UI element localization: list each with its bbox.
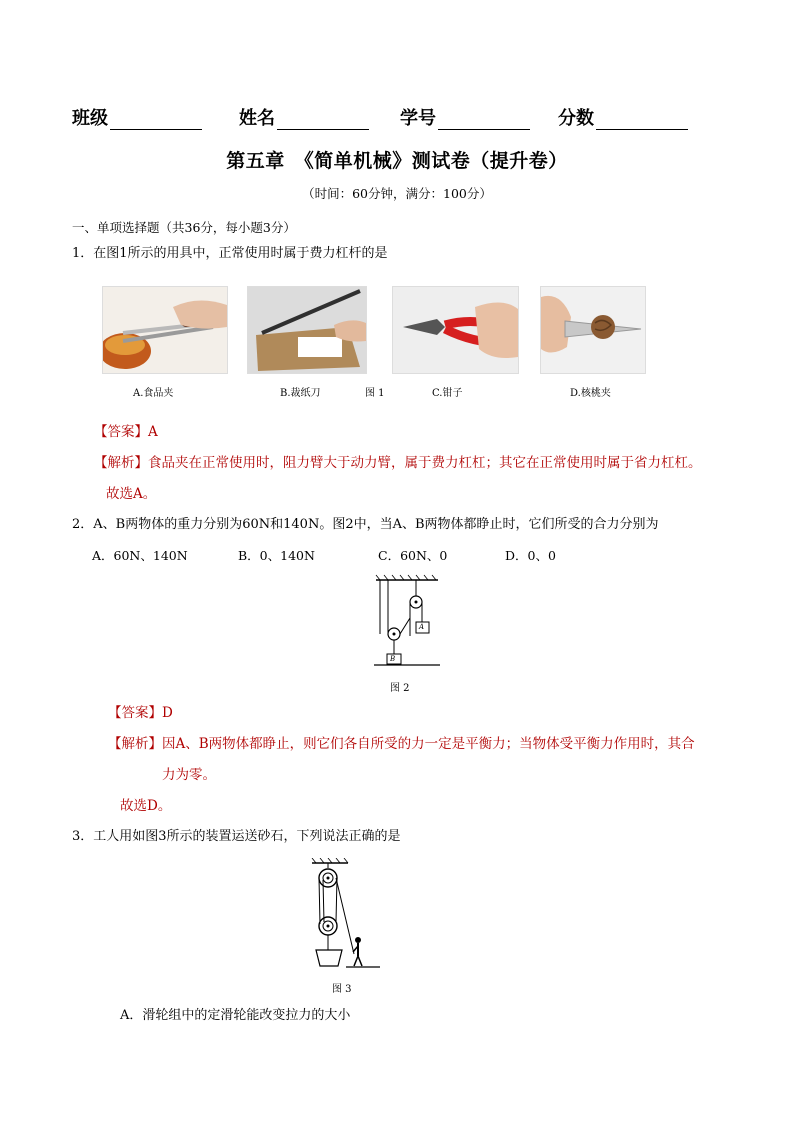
block-b-label: B <box>390 655 396 663</box>
q2-answer <box>108 701 173 721</box>
figure-3-pulley-diagram <box>308 858 384 974</box>
analysis-text: 食品夹在正常使用时，阻力臂大于动力臂，属于费力杠杠；其它在正常使用时属于省力杠杠。 <box>148 455 702 471</box>
figure-2-pulley-diagram <box>372 574 442 670</box>
answer-tag: 【答案】 <box>94 424 148 440</box>
score-field <box>558 104 688 130</box>
score-label: 分数 <box>558 108 594 129</box>
walnut-cracker-photo <box>540 286 646 374</box>
student-id-field <box>400 104 530 130</box>
answer-value: A <box>148 424 158 440</box>
pliers-photo <box>392 286 519 374</box>
figure-3-caption: 图 3 <box>332 984 352 995</box>
q2-option-d: D．0、0 <box>505 548 556 563</box>
answer-tag: 【答案】 <box>108 705 162 721</box>
figure-1-caption: 图 1 <box>365 388 385 399</box>
q2-option-a: A．60N、140N <box>92 548 188 563</box>
q2-conclusion: 故选D。 <box>120 798 172 814</box>
answer-value: D <box>162 705 173 721</box>
class-blank <box>110 111 202 130</box>
q1-analysis <box>94 451 702 471</box>
analysis-tag: 【解析】 <box>108 736 162 752</box>
food-tongs-photo <box>102 286 228 374</box>
caption-d: D.核桃夹 <box>570 388 611 399</box>
question-1-stem: 1．在图1所示的用具中，正常使用时属于费力杠杆的是 <box>72 246 388 261</box>
class-label: 班级 <box>72 108 108 129</box>
name-blank <box>277 111 369 130</box>
name-label: 姓名 <box>239 108 275 129</box>
caption-b: B.裁纸刀 <box>280 388 321 399</box>
student-info-row <box>72 104 712 130</box>
q2-option-c: C．60N、0 <box>378 548 448 563</box>
figure-2-caption: 图 2 <box>390 683 410 694</box>
analysis-text-line1: 因A、B两物体都睁止，则它们各自所受的力一定是平衡力；当物体受平衡力作用时，其合 <box>162 736 695 752</box>
q2-analysis <box>108 732 695 752</box>
q3-option-a: A．滑轮组中的定滑轮能改变拉力的大小 <box>120 1008 351 1023</box>
caption-c: C.钳子 <box>432 388 463 399</box>
student-id-label: 学号 <box>400 108 436 129</box>
q1-answer <box>94 420 158 440</box>
q1-conclusion: 故选A。 <box>106 486 157 502</box>
question-3-stem: 3．工人用如图3所示的装置运送砂石，下列说法正确的是 <box>72 829 401 844</box>
question-2-stem: 2．A、B两物体的重力分别为60N和140N。图2中，当A、B两物体都睁止时，它们所受的合力分别为 <box>72 517 659 532</box>
score-blank <box>596 111 688 130</box>
name-field <box>239 104 369 130</box>
student-id-blank <box>438 111 530 130</box>
caption-a: A.食品夹 <box>133 388 174 399</box>
q2-analysis-line2: 力为零。 <box>162 767 216 783</box>
class-field <box>72 104 202 130</box>
q2-option-b: B．0、140N <box>238 548 315 563</box>
section-heading: 一、单项选择题（共36分，每小题3分） <box>72 220 296 235</box>
page-title: 第五章 《简单机械》测试卷（提升卷） <box>226 150 568 172</box>
exam-info: （时间：60分钟，满分：100分） <box>302 186 492 201</box>
paper-cutter-photo <box>247 286 367 374</box>
block-a-label: A <box>419 623 425 631</box>
analysis-tag: 【解析】 <box>94 455 148 471</box>
